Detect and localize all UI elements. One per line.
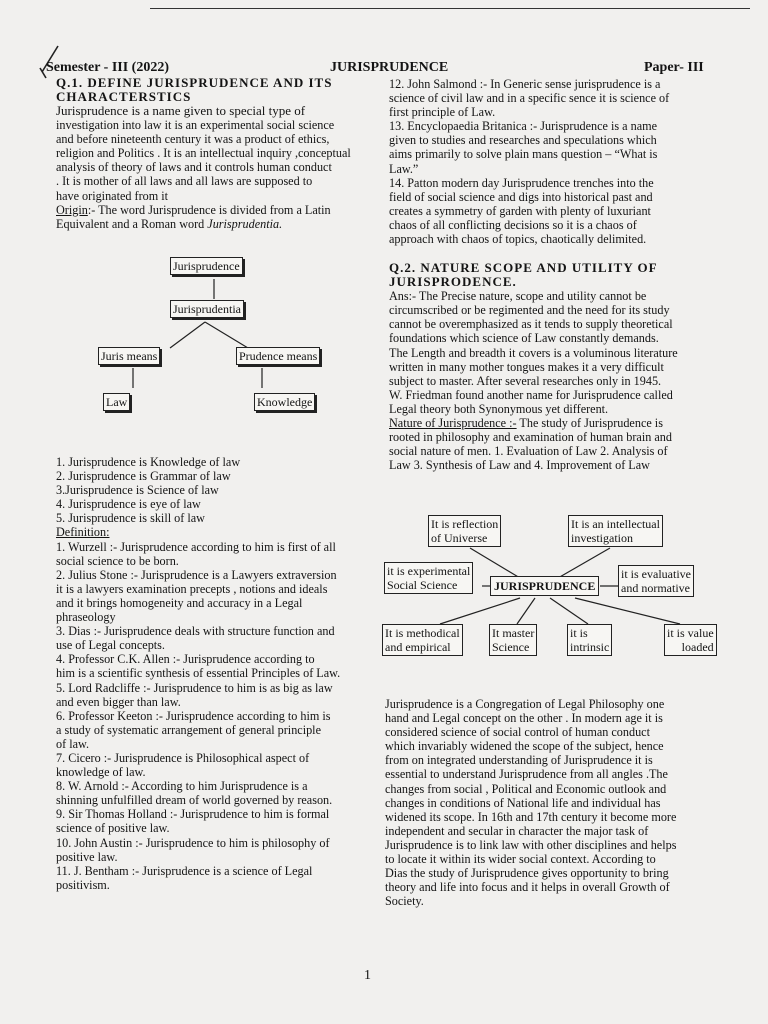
left-column-lower <box>56 455 368 892</box>
definition-line: 2. Julius Stone :- Jurisprudence is a Lawyers extraversion <box>56 567 337 582</box>
conclusion-line: Dias the study of Jurisprudence gives opportunity to bring <box>385 866 669 881</box>
diagram-box-methodical <box>382 624 463 656</box>
box-text: it is evaluative <box>621 567 691 581</box>
header-semester: Semester - III (2022) <box>46 60 169 75</box>
diagram-box-knowledge: Knowledge <box>254 393 315 411</box>
definition-line: 12. John Salmond :- In Generic sense jurisprudence is a <box>389 77 661 91</box>
conclusion-line: from on integrated understanding of Jurisprudence it is <box>385 753 653 768</box>
definition-line: chaos of all conflicting decisions so it is a chaos of <box>389 217 637 232</box>
nature-label: Nature of Jurisprudence :- <box>389 415 517 430</box>
diagram-box-juris: Juris means <box>98 347 160 365</box>
answer-line: foundations which science of Law constantly demands. <box>389 331 659 346</box>
answer-line: cannot be overemphasized as it tends to supply theoretical <box>389 317 673 332</box>
diagram-box-reflection <box>428 515 501 547</box>
diagram-box-prudence: Prudence means <box>236 347 320 365</box>
diagram-box-value <box>664 624 717 656</box>
header-subject: JURISPRUDENCE <box>330 60 449 75</box>
conclusion-line: changes in conditions of National life and individual has <box>385 795 661 810</box>
conclusion-line: to locate it within its wider social context. According to <box>385 852 656 867</box>
conclusion-line: changes from social , Political and Economic outlook and <box>385 781 667 796</box>
definition-line: positive law. <box>56 849 118 864</box>
box-text: Social Science <box>387 578 458 592</box>
box-text: It is methodical <box>385 626 460 640</box>
definition-line: 13. Encyclopaedia Britanica :- Jurisprudence is a name <box>389 119 658 134</box>
definition-line: given to studies and researches and speculations which <box>389 133 657 148</box>
diagram-box-jurisprudence: Jurisprudence <box>170 257 243 275</box>
definition-line: creates a symmetry of garden with plenty of luxuriant <box>389 203 651 218</box>
definition-line: first principle of Law. <box>389 105 496 120</box>
spacer <box>389 246 715 261</box>
box-text: It is an intellectual <box>571 517 660 531</box>
definition-line: 5. Lord Radcliffe :- Jurisprudence to him is as big as law <box>56 680 333 695</box>
box-text: It master <box>492 626 535 640</box>
definition-line: 1. Wurzell :- Jurisprudence according to him is first of all <box>56 539 336 554</box>
definition-line: social science to be born. <box>56 553 179 568</box>
definition-line: 14. Patton modern day Jurisprudence trenches into the <box>389 175 654 190</box>
box-text: and normative <box>621 581 690 595</box>
definition-line: use of Legal concepts. <box>56 638 165 653</box>
diagram-box-intellectual <box>568 515 663 547</box>
diagram-box-law: Law <box>103 393 130 411</box>
diagram-box-evaluative <box>618 565 694 597</box>
intro-line: have originated from it <box>56 188 169 203</box>
intro-line: religion and Politics . It is an intellectual inquiry ,conceptual <box>56 146 351 161</box>
definition-line: phraseology <box>56 610 116 625</box>
definition-line: science of civil law and in a specific sence it is science of <box>389 91 670 106</box>
definition-line: field of social science and digs into historical past and <box>389 189 653 204</box>
intro-line: Jurisprudence is a name given to special type of <box>56 103 306 118</box>
conclusion-line: considered science of social control of human conduct <box>385 725 650 740</box>
definition-line: 10. John Austin :- Jurisprudence to him is philosophy of <box>56 835 330 850</box>
conclusion-line: hand and Legal concept on the other . In modern age it is <box>385 711 663 726</box>
box-text: it is experimental <box>387 564 471 578</box>
definition-line: 6. Professor Keeton :- Jurisprudence according to him is <box>56 708 331 723</box>
answer-line: Legal theory both Synonymous yet different. <box>389 401 609 416</box>
definition-line: 3. Dias :- Jurisprudence deals with structure function and <box>56 624 335 639</box>
definition-line: positivism. <box>56 877 110 892</box>
answer-line: The Length and breadth it covers is a voluminous literature <box>389 345 678 360</box>
definition-line: aims primarily to solve plain mans question – “What is <box>389 147 658 162</box>
answer-line: subject to master. After several researches only in 1945. <box>389 373 662 388</box>
diagram-box-center: JURISPRUDENCE <box>490 576 599 596</box>
diagram-box-intrinsic <box>567 624 612 656</box>
conclusion-line: Jurisprudence is a Congregation of Legal Philosophy one <box>385 697 665 711</box>
point-item: 3.Jurisprudence is Science of law <box>56 483 219 498</box>
answer-line: Ans:- The Precise nature, scope and utility cannot be <box>389 289 647 304</box>
definition-line: 4. Professor C.K. Allen :- Jurisprudence according to <box>56 652 315 667</box>
q2-title: Q.2. NATURE SCOPE AND UTILITY OF <box>389 260 658 276</box>
origin-label: Origin <box>56 202 88 217</box>
conclusion-line: independent and secular in character the major task of <box>385 823 649 838</box>
q1-title: Q.1. DEFINE JURISPRUDENCE AND ITS <box>56 75 333 90</box>
diagram-box-master <box>489 624 537 656</box>
conclusion-line: widened its scope. In 16th and 17th century it become more <box>385 809 677 824</box>
box-text: intrinsic <box>570 640 610 654</box>
definition-line: Law.” <box>389 161 419 176</box>
definition-line: it is a lawyers examination precepts , notions and ideals <box>56 581 328 596</box>
conclusion-line: theory and life into focus and it helps in overall Growth of <box>385 880 670 895</box>
intro-line: . It is mother of all laws and all laws are supposed to <box>56 174 313 189</box>
q1-title-cont: CHARACTERSTICS <box>56 89 192 104</box>
definition-line: of law. <box>56 736 90 751</box>
intro-line: analysis of theory of laws and it controls human conduct <box>56 160 332 175</box>
q2-title-cont: JURISPRODENCE. <box>389 274 517 290</box>
conclusion-line: Jurisprudence is to link law with other disciplines and helps <box>385 837 677 852</box>
nature-line: social nature of men. 1. Evaluation of Law 2. Analysis of <box>389 444 668 459</box>
definition-line: 11. J. Bentham :- Jurisprudence is a science of Legal <box>56 863 313 878</box>
box-text: loaded <box>681 640 714 654</box>
box-text: it is <box>570 626 588 640</box>
box-text: and empirical <box>385 640 451 654</box>
box-text: Science <box>492 640 530 654</box>
origin-text-2: Equivalent and a Roman word <box>56 216 208 231</box>
intro-line: and before nineteenth century it was a product of ethics, <box>56 132 330 147</box>
point-item: 1. Jurisprudence is Knowledge of law <box>56 455 241 469</box>
conclusion-line: Society. <box>385 894 424 909</box>
nature-text: The study of Jurisprudence is <box>516 415 663 430</box>
definition-line: 7. Cicero :- Jurisprudence is Philosophical aspect of <box>56 750 310 765</box>
box-text: investigation <box>571 531 633 545</box>
definition-line: science of positive law. <box>56 821 170 836</box>
point-item: 2. Jurisprudence is Grammar of law <box>56 469 231 484</box>
right-column <box>389 77 715 472</box>
answer-line: W. Friedman found another name for Jurisprudence called <box>389 387 673 402</box>
answer-line: circumscribed or be regimented and the need for its study <box>389 303 670 318</box>
right-column-lower <box>385 697 715 908</box>
definition-line: 8. W. Arnold :- According to him Jurisprudence is a <box>56 779 308 794</box>
point-item: 5. Jurisprudence is skill of law <box>56 511 205 526</box>
definition-line: and it brings homogeneity and accuracy in a Legal <box>56 595 303 610</box>
page-number: 1 <box>364 968 371 983</box>
conclusion-line: essential to understand Jurisprudence from all angles .The <box>385 767 668 782</box>
definition-line: approach with chaos of topics, chaotically delimited. <box>389 232 647 247</box>
box-text: of Universe <box>431 531 488 545</box>
nature-line: Law 3. Synthesis of Law and 4. Improvement of Law <box>389 458 650 473</box>
definition-line: knowledge of law. <box>56 765 146 780</box>
point-item: 4. Jurisprudence is eye of law <box>56 497 201 512</box>
definition-heading: Definition: <box>56 525 110 540</box>
origin-latin-word: Jurisprudentia. <box>207 216 283 231</box>
intro-line: investigation into law it is an experimental social science <box>56 118 335 133</box>
answer-line: written in many mother tongues makes it a very difficult <box>389 359 664 374</box>
nature-line <box>389 416 715 430</box>
nature-line: rooted in philosophy and examination of human brain and <box>389 430 672 445</box>
conclusion-line: which invariably widened the scope of the subject, hence <box>385 739 664 754</box>
diagram-box-jurisprudentia: Jurisprudentia <box>170 300 244 318</box>
definition-line: shinning unfulfilled dream of world governed by reason. <box>56 793 333 808</box>
diagram-box-experimental <box>384 562 473 594</box>
definition-line: 9. Sir Thomas Holland :- Jurisprudence to him is formal <box>56 807 330 822</box>
definition-line: a study of systematic arrangement of general principle <box>56 722 321 737</box>
header-paper: Paper- III <box>644 60 704 75</box>
origin-text: :- The word Jurisprudence is divided from a Latin <box>87 202 331 217</box>
definition-line: him is a scientific synthesis of essential Principles of Law. <box>56 666 341 681</box>
box-text: It is reflection <box>431 517 499 531</box>
definition-line: and even bigger than law. <box>56 694 181 709</box>
box-text: it is value <box>667 626 714 640</box>
